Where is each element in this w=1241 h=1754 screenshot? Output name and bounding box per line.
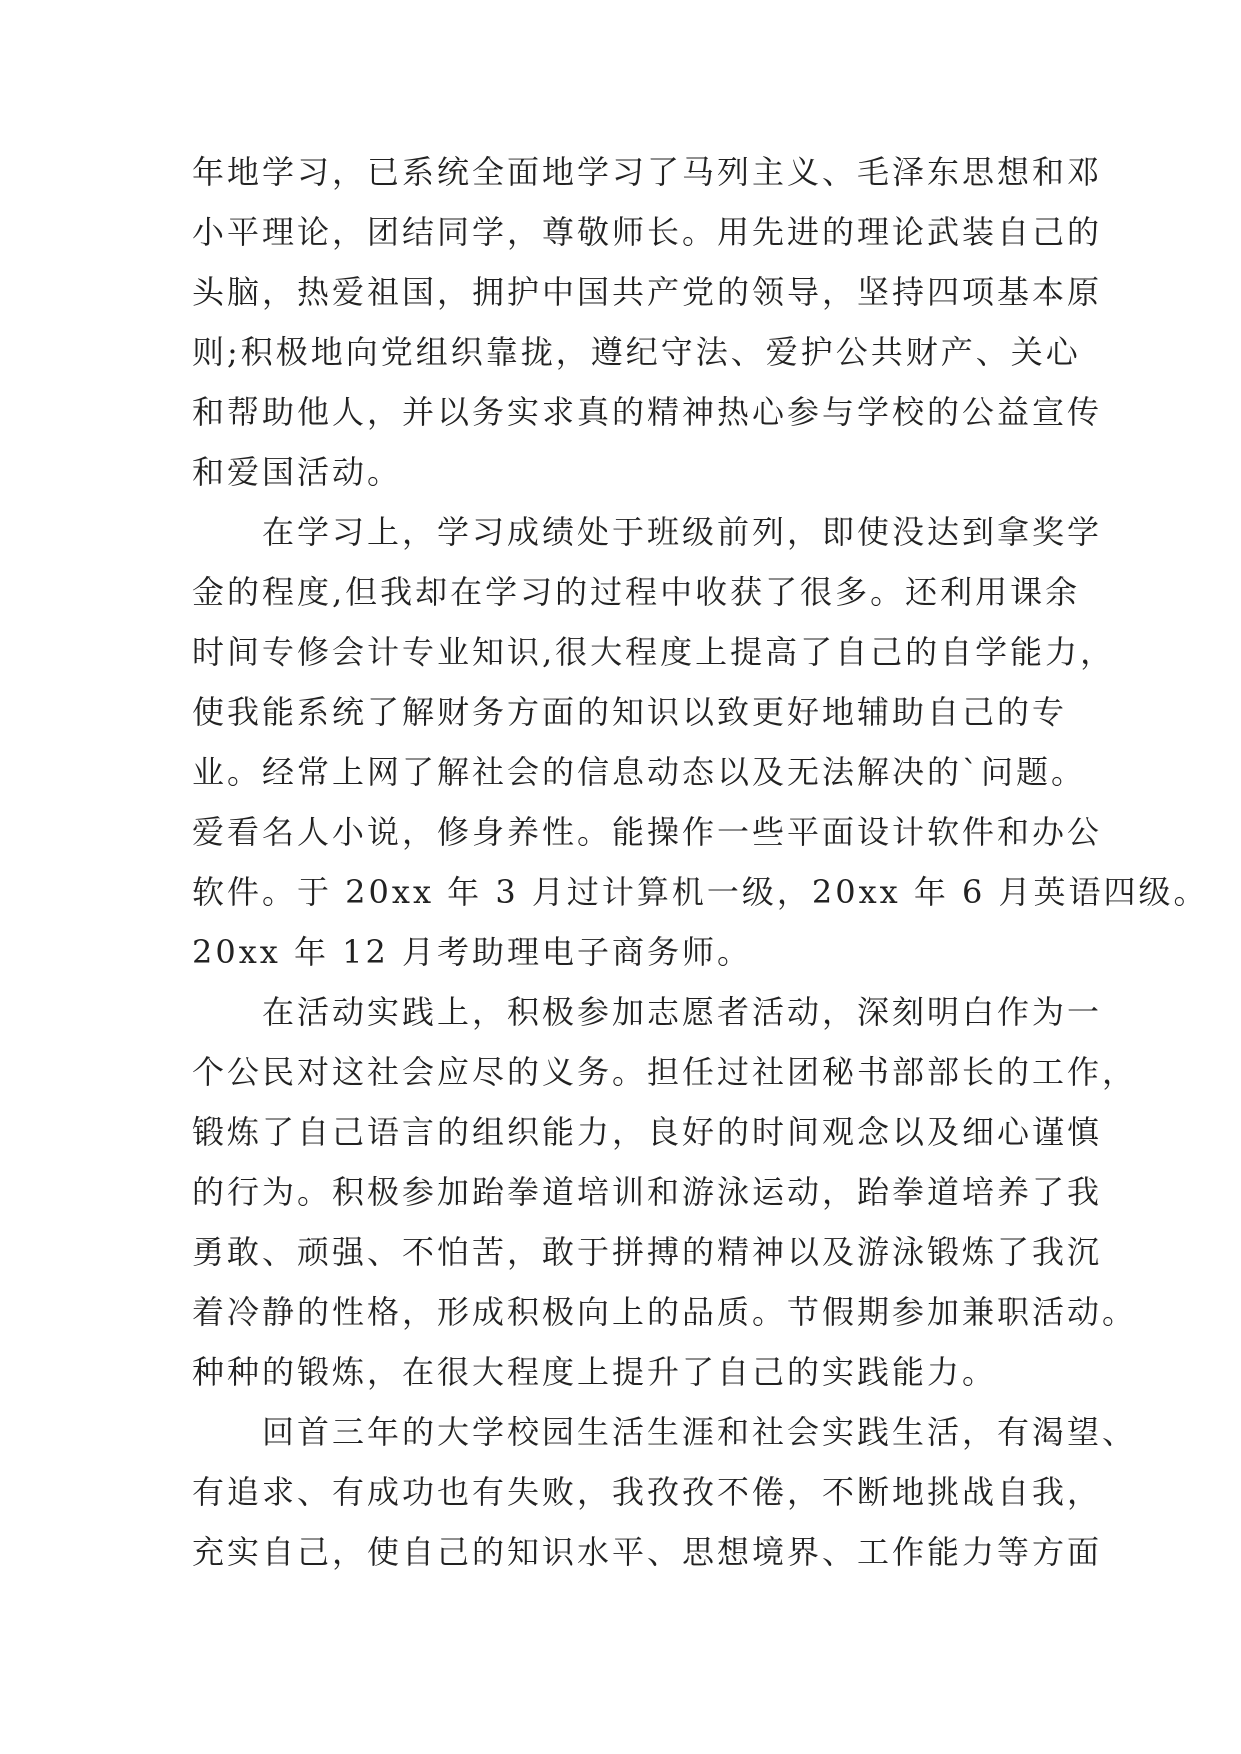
text-line: 头脑，热爱祖国，拥护中国共产党的领导，坚持四项基本原 — [192, 273, 1103, 311]
document-body — [192, 142, 1209, 1582]
text-line: 业。经常上网了解社会的信息动态以及无法解决的`问题。 — [192, 753, 1087, 791]
text-line: 年地学习，已系统全面地学习了马列主义、毛泽东思想和邓 — [192, 153, 1103, 191]
text-line: 使我能系统了解财务方面的知识以致更好地辅助自己的专 — [192, 693, 1068, 731]
text-line: 爱看名人小说，修身养性。能操作一些平面设计软件和办公 — [192, 813, 1103, 851]
text-line: 勇敢、顽强、不怕苦，敢于拼搏的精神以及游泳锻炼了我沉 — [192, 1233, 1103, 1271]
text-line: 和帮助他人，并以务实求真的精神热心参与学校的公益宣传 — [192, 393, 1103, 431]
text-line: 则;积极地向党组织靠拢，遵纪守法、爱护公共财产、关心 — [192, 333, 1081, 371]
text-line: 在活动实践上，积极参加志愿者活动，深刻明白作为一 — [192, 993, 1103, 1031]
text-line: 20xx 年 12 月考助理电子商务师。 — [192, 933, 753, 971]
text-line: 个公民对这社会应尽的义务。担任过社团秘书部部长的工作， — [192, 1053, 1138, 1091]
text-line: 金的程度,但我却在学习的过程中收获了很多。还利用课余 — [192, 573, 1081, 611]
text-line: 和爱国活动。 — [192, 453, 403, 491]
text-line: 锻炼了自己语言的组织能力，良好的时间观念以及细心谨慎 — [192, 1113, 1103, 1151]
text-line: 时间专修会计专业知识,很大程度上提高了自己的自学能力， — [192, 633, 1116, 671]
text-line: 在学习上，学习成绩处于班级前列，即使没达到拿奖学 — [192, 513, 1103, 551]
text-line: 回首三年的大学校园生活生涯和社会实践生活，有渴望、 — [192, 1413, 1138, 1451]
text-line: 的行为。积极参加跆拳道培训和游泳运动，跆拳道培养了我 — [192, 1173, 1103, 1211]
text-line: 软件。于 20xx 年 3 月过计算机一级，20xx 年 6 月英语四级。 — [192, 873, 1209, 911]
text-line: 充实自己，使自己的知识水平、思想境界、工作能力等方面 — [192, 1533, 1103, 1571]
text-line: 小平理论，团结同学，尊敬师长。用先进的理论武装自己的 — [192, 213, 1103, 251]
text-line: 有追求、有成功也有失败，我孜孜不倦，不断地挑战自我， — [192, 1473, 1103, 1511]
text-line: 着冷静的性格，形成积极向上的品质。节假期参加兼职活动。 — [192, 1293, 1138, 1331]
text-line: 种种的锻炼，在很大程度上提升了自己的实践能力。 — [192, 1353, 998, 1391]
